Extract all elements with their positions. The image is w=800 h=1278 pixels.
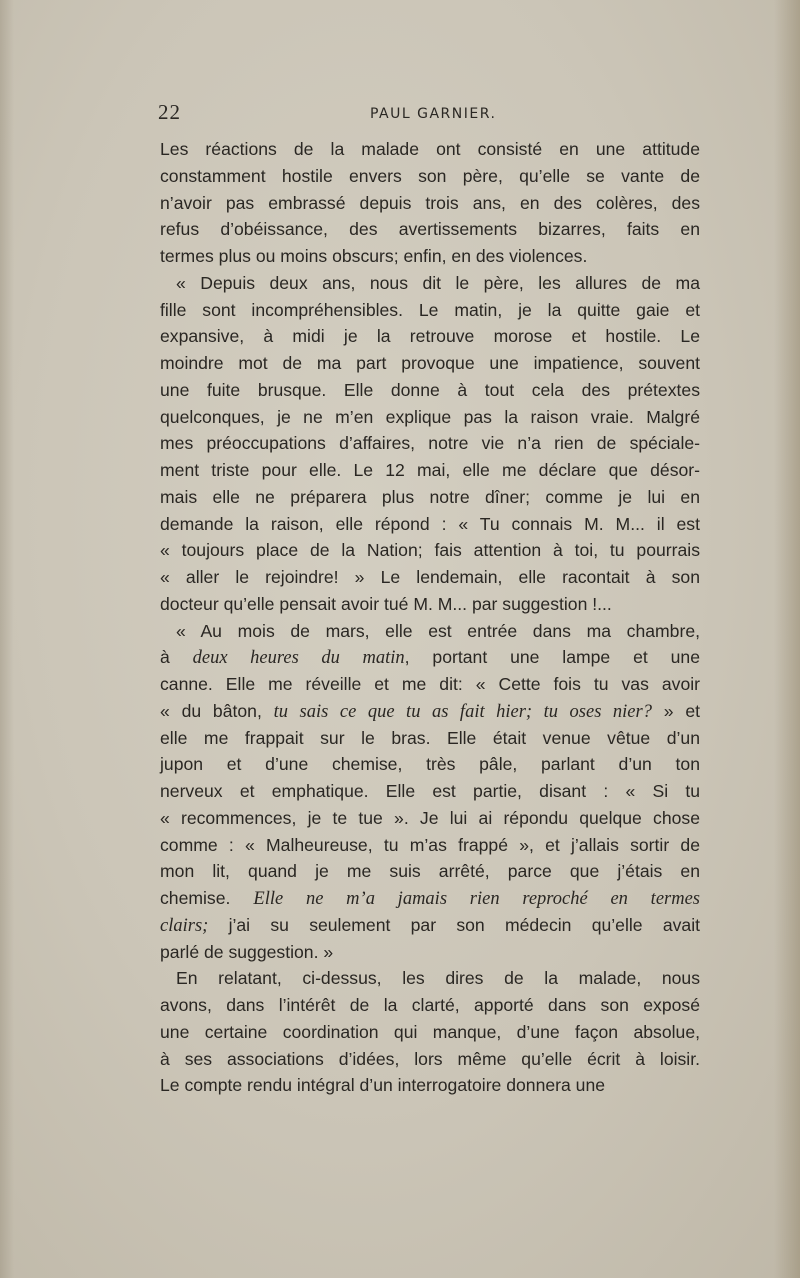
- text-line: [160, 484, 700, 511]
- text-segment: quelconques, je ne m’en explique pas la raison vraie. Malgré: [160, 406, 700, 427]
- page-left-edge-shadow: [0, 0, 14, 1278]
- italic-text: deux heures du matin: [192, 648, 405, 669]
- text-segment: elle me frappait sur le bras. Elle était venue vêtue d’un: [160, 727, 700, 748]
- text-line: [160, 323, 700, 350]
- text-segment: j’ai su seulement par son médecin qu’elle avait: [208, 914, 700, 935]
- text-segment: termes plus ou moins obscurs; enfin, en des violences.: [160, 246, 588, 266]
- text-line: [160, 297, 700, 324]
- text-line: [160, 778, 700, 805]
- text-segment: une certaine coordination qui manque, d’une façon absolue,: [160, 1021, 700, 1042]
- text-segment: jupon et d’une chemise, très pâle, parlant d’un ton: [160, 754, 700, 775]
- running-head: [158, 100, 698, 130]
- running-title: PAUL GARNIER.: [370, 106, 497, 122]
- text-segment: avons, dans l’intérêt de la clarté, apporté dans son exposé: [160, 995, 700, 1015]
- text-segment: expansive, à midi je la retrouve morose et hostile. Le: [160, 326, 700, 347]
- text-line: [160, 1046, 700, 1073]
- page-right-edge-shadow: [774, 0, 800, 1278]
- text-segment: mon lit, quand je me suis arrêté, parce que j’étais en: [160, 861, 700, 882]
- text-segment: chemise.: [160, 888, 254, 908]
- italic-text: tu sais ce que tu as fait hier; tu oses nier?: [273, 701, 652, 722]
- text-line: [160, 618, 700, 645]
- text-line: [160, 511, 700, 538]
- italic-text: Elle ne m’a jamais rien reproché en termes: [253, 889, 700, 909]
- text-segment: à: [160, 647, 193, 668]
- text-segment: constamment hostile envers son père, qu’elle se vante de: [160, 165, 700, 186]
- text-line: [160, 163, 700, 190]
- text-line: [160, 751, 700, 778]
- text-line: [160, 858, 700, 885]
- text-line: [160, 1072, 700, 1099]
- text-line: [160, 992, 700, 1019]
- body-text: [160, 136, 700, 1099]
- text-line: [160, 457, 700, 484]
- text-line: [160, 243, 700, 270]
- text-line: [160, 216, 700, 243]
- text-line: [160, 591, 700, 618]
- text-line: [160, 698, 700, 725]
- text-segment: demande la raison, elle répond : « Tu connais M. M... il est: [160, 513, 700, 534]
- text-line: [160, 725, 700, 752]
- text-segment: « Au mois de mars, elle est entrée dans ma chambre,: [176, 620, 700, 641]
- text-line: [160, 404, 700, 431]
- text-segment: une fuite brusque. Elle donne à tout cela des prétextes: [160, 379, 700, 400]
- text-segment: canne. Elle me réveille et me dit: « Cette fois tu vas avoir: [160, 674, 700, 694]
- text-line: [160, 350, 700, 377]
- text-line: [160, 1019, 700, 1046]
- text-line: [160, 912, 700, 939]
- text-line: [160, 190, 700, 217]
- text-segment: nerveux et emphatique. Elle est partie, disant : « Si tu: [160, 781, 700, 801]
- text-line: [160, 377, 700, 404]
- text-segment: refus d’obéissance, des avertissements bizarres, faits en: [160, 219, 700, 240]
- text-line: [160, 939, 700, 966]
- text-segment: fille sont incompréhensibles. Le matin, je la quitte gaie et: [160, 299, 700, 320]
- text-segment: « aller le rejoindre! » Le lendemain, elle racontait à son: [160, 567, 700, 587]
- text-line: [160, 430, 700, 457]
- text-segment: , portant une lampe et une: [404, 647, 700, 668]
- text-segment: comme : « Malheureuse, tu m’as frappé », et j’allais sortir de: [160, 834, 700, 855]
- text-segment: à ses associations d’idées, lors même qu’elle écrit à loisir.: [160, 1048, 700, 1069]
- text-segment: ment triste pour elle. Le 12 mai, elle me déclare que désor-: [160, 460, 700, 480]
- text-segment: « Depuis deux ans, nous dit le père, les allures de ma: [176, 272, 700, 293]
- text-segment: « du bâton,: [160, 700, 274, 721]
- text-segment: moindre mot de ma part provoque une impatience, souvent: [160, 353, 700, 373]
- text-segment: mes préoccupations d’affaires, notre vie n’a rien de spéciale-: [160, 433, 700, 454]
- text-segment: En relatant, ci-dessus, les dires de la malade, nous: [176, 968, 700, 989]
- text-line: [160, 537, 700, 564]
- text-line: [160, 832, 700, 859]
- text-line: [160, 885, 700, 912]
- text-segment: « recommences, je te tue ». Je lui ai répondu quelque chose: [160, 807, 700, 828]
- italic-text: clairs;: [160, 915, 209, 936]
- text-line: [160, 564, 700, 591]
- text-segment: Le compte rendu intégral d’un interrogatoire donnera une: [160, 1075, 606, 1096]
- text-segment: parlé de suggestion. »: [160, 941, 334, 962]
- page-number: 22: [158, 100, 181, 124]
- text-segment: n’avoir pas embrassé depuis trois ans, en des colères, des: [160, 192, 700, 213]
- text-segment: » et: [651, 700, 701, 721]
- text-line: [160, 644, 700, 671]
- text-line: [160, 965, 700, 992]
- text-segment: mais elle ne préparera plus notre dîner; comme je lui en: [160, 486, 700, 507]
- text-line: [160, 671, 700, 698]
- text-line: [160, 136, 700, 163]
- text-segment: docteur qu’elle pensait avoir tué M. M... par suggestion !...: [160, 593, 612, 614]
- text-segment: « toujours place de la Nation; fais attention à toi, tu pourrais: [160, 540, 700, 561]
- text-segment: Les réactions de la malade ont consisté en une attitude: [160, 139, 700, 159]
- text-line: [160, 270, 700, 297]
- text-line: [160, 805, 700, 832]
